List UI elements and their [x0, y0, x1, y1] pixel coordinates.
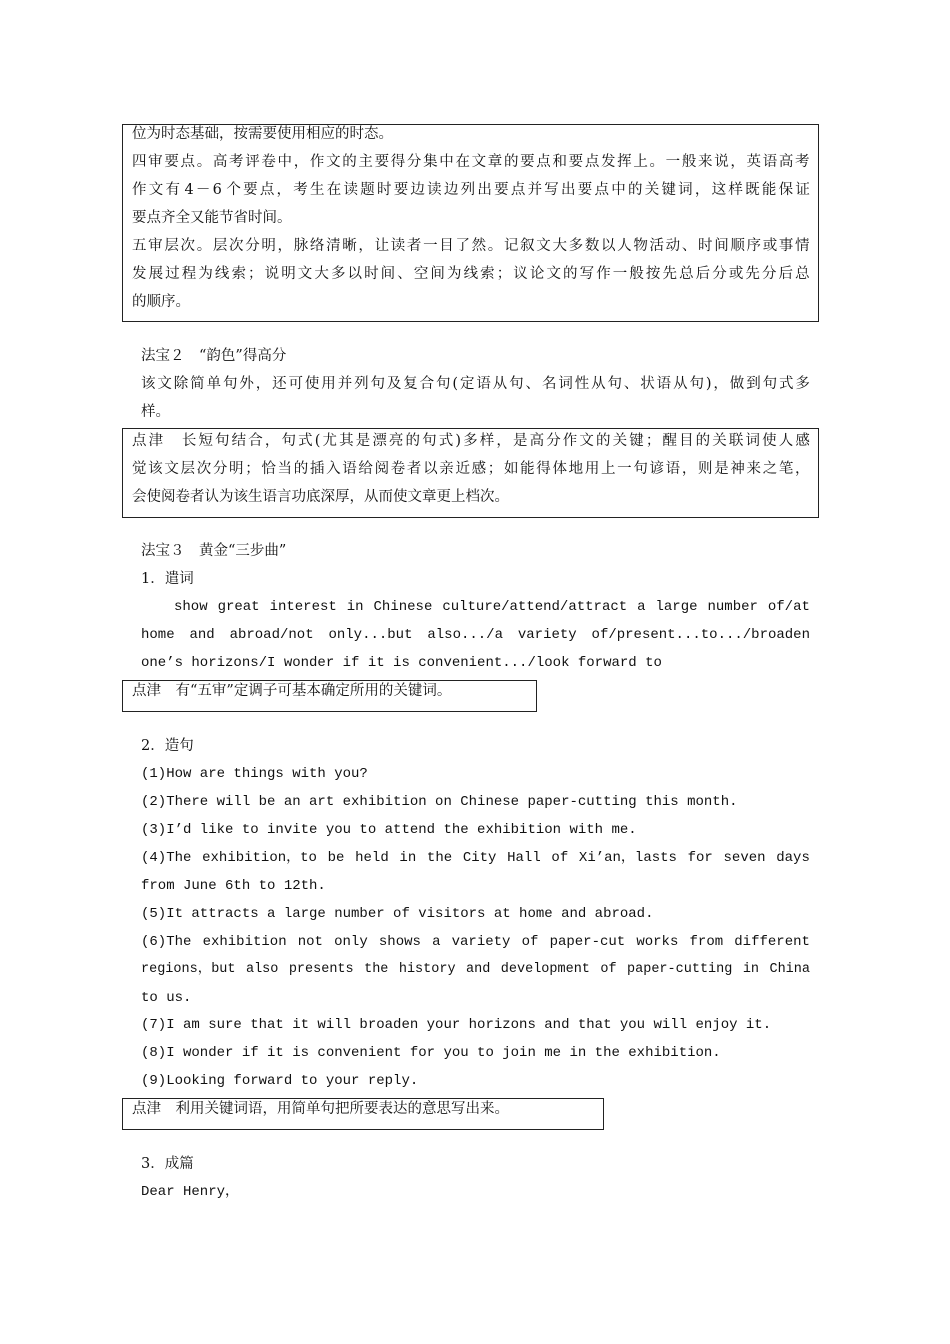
- words-line-2: home and abroad/not only...but also.../a variety of/present...to.../broaden: [141, 627, 810, 643]
- sentence-8: (8)I wonder if it is convenient for you to join me in the exhibition.: [141, 1045, 721, 1061]
- box2-line-3: 会使阅卷者认为该生语言功底深厚，从而使文章更上档次。: [132, 489, 509, 505]
- fabao2-line-2: 样。: [141, 404, 170, 420]
- sentence-4b: from June 6th to 12th.: [141, 878, 326, 894]
- sentence-9: (9)Looking forward to your reply.: [141, 1073, 419, 1089]
- words-line-3: one’s horizons/I wonder if it is convenient.../look forward to: [141, 655, 662, 671]
- sentence-6b: regions，but also presents the history and development of paper-cutting in China: [141, 962, 810, 977]
- sentence-1: (1)How are things with you?: [141, 766, 368, 782]
- step1-heading: 1．遣词: [141, 571, 194, 587]
- box1-line-4: 要点齐全又能节省时间。: [132, 210, 292, 226]
- fabao3-heading: 法宝３ 黄金“三步曲”: [141, 543, 287, 559]
- sentence-3: (3)I’d like to invite you to attend the exhibition with me.: [141, 822, 637, 838]
- sentence-5: (5)It attracts a large number of visitors at home and abroad.: [141, 906, 654, 922]
- sentence-2: (2)There will be an art exhibition on Chinese paper-cutting this month.: [141, 794, 738, 810]
- box2-line-1: 点 津 长 短 句 结 合 ， 句 式 ( 尤 其 是 漂 亮 的 句 式 ) 多 样 ， 是 高 分 作 文 的 关 键 ； 醒 目 的 关 联 词 使 人 感: [132, 433, 810, 449]
- box1-line-3: 作 文 有 4 － 6 个 要 点 ， 考 生 在 读 题 时 要 边 读 边 列 出 要 点 并 写 出 要 点 中 的 关 键 词 ， 这 样 既 能 保 证: [132, 182, 810, 198]
- box1-line-2: 四 审 要 点 。 高 考 评 卷 中 ， 作 文 的 主 要 得 分 集 中 在 文 章 的 要 点 和 要 点 发 挥 上 。 一 般 来 说 ， 英 语 高 考: [132, 154, 810, 170]
- sentence-4a: (4)The exhibition，to be held in the City Hall of Xi’an，lasts for seven days: [141, 850, 810, 866]
- fabao2-line-1: 该 文 除 简 单 句 外 ， 还 可 使 用 并 列 句 及 复 合 句 ( 定 语 从 句 、 名 词 性 从 句 、 状 语 从 句 ) ， 做 到 句 式 多: [141, 376, 810, 392]
- sentence-6c: to us.: [141, 990, 192, 1006]
- fabao2-heading: 法宝２ “韵色”得高分: [141, 348, 287, 364]
- box2-line-2: 觉 该 文 层 次 分 明 ； 恰 当 的 插 入 语 给 阅 卷 者 以 亲 近 感 ； 如 能 得 体 地 用 上 一 句 谚 语 ， 则 是 神 来 之 笔 ，: [132, 461, 810, 477]
- box1-line-1: 位为时态基础，按需要使用相应的时态。: [132, 126, 393, 142]
- letter-greeting: Dear Henry，: [141, 1184, 240, 1200]
- step2-heading: 2．造句: [141, 738, 194, 754]
- sentence-6a: (6)The exhibition not only shows a variety of paper-cut works from different: [141, 934, 810, 950]
- step3-heading: 3．成篇: [141, 1156, 194, 1172]
- box1-line-5: 五 审 层 次 。 层 次 分 明 ， 脉 络 清 晰 ， 让 读 者 一 目 了 然 。 记 叙 文 大 多 数 以 人 物 活 动 、 时 间 顺 序 或 事 情: [132, 238, 810, 254]
- sentence-7: (7)I am sure that it will broaden your horizons and that you will enjoy it.: [141, 1017, 772, 1033]
- box4-text: 点津 利用关键词语，用简单句把所要表达的意思写出来。: [132, 1101, 509, 1117]
- box1-line-7: 的顺序。: [132, 294, 190, 310]
- box3-text: 点津 有“五审”定调子可基本确定所用的关键词。: [132, 683, 452, 699]
- box1-line-6: 发 展 过 程 为 线 索 ； 说 明 文 大 多 以 时 间 、 空 间 为 线 索 ； 议 论 文 的 写 作 一 般 按 先 总 后 分 或 先 分 后 总: [132, 266, 810, 282]
- words-line-1: show great interest in Chinese culture/attend/attract a large number of/at: [174, 599, 810, 615]
